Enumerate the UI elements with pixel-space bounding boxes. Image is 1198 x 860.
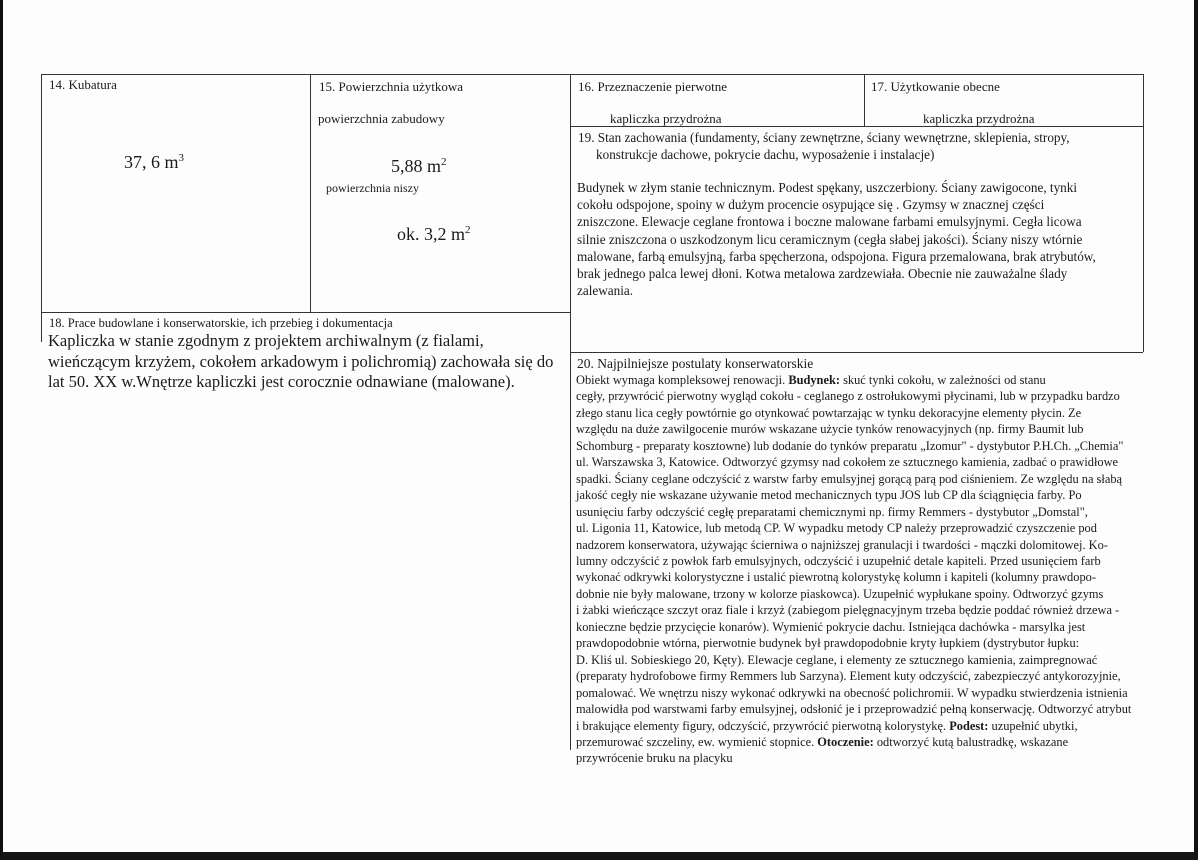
text-line <box>576 520 1131 536</box>
table-border-right <box>1143 74 1144 352</box>
text-line <box>576 718 1131 734</box>
text-segment: względu na duże zawilgocenie murów wskazane użycie tynków renowacyjnych (np. firmy Baumit lub <box>576 422 1084 437</box>
text-segment: dobnie nie były malowane, trzony w kolorze piaskowca). Uzupełnić wypłukane spoiny. Odtworzyć gzyms <box>576 586 1104 601</box>
text-line: zniszczone. Elewacje ceglane frontowa i boczne malowane farbami emulsyjnymi. Cegła licowa <box>577 214 1082 230</box>
text-line <box>576 438 1131 454</box>
text-segment: przemurować szczeliny, ew. wymienić stopnice. <box>576 734 818 749</box>
text-line <box>576 635 1131 651</box>
text-segment: i brakujące elementy figury, odczyścić, przywrócić pierwotną kolorystykę. <box>576 718 950 733</box>
text-segment: (preparaty hydrofobowe firmy Remmers lub Sarzyna). Element kuty odczyścić, zabezpieczyć antykorozyjnie, <box>576 669 1121 684</box>
text-segment: Obiekt wymaga kompleksowej renowacji. <box>576 373 789 387</box>
cell-divider <box>570 352 1143 353</box>
text-segment: i żabki wieńczące szczyt oraz fiale i krzyż (zabiegom pielęgnacyjnym trzeba będzie poddać również drzewa - <box>576 603 1120 618</box>
bold-keyword: Podest: <box>949 718 989 733</box>
unit-exponent: 2 <box>441 156 447 168</box>
cell-divider <box>310 74 311 312</box>
text-segment: ul. Ligonia 11, Katowice, lub metodą CP. W wypadku metody CP należy przeprowadzić czyszczenie pod <box>576 521 1097 536</box>
text-segment: pomalować. We wnętrzu niszy wykonać odkrywki na obecność polichromii. W wypadku stwierdzenia istnienia <box>576 685 1128 700</box>
text-line: Budynek w złym stanie technicznym. Podest spękany, uszczerbiony. Ściany zawigocone, tynki <box>577 180 1078 195</box>
text-line: wieńczącym krzyżem, cokołem arkadowym i polichromią) zachowała się do <box>48 351 554 371</box>
text-segment: lumny odczyścić z powłok farb emulsyjnych, odczyścić i uzupełnić detale kapiteli. Przed usunięciem farb <box>576 553 1101 568</box>
text-segment: malowidła pod warstwami farby emulsyjnej, odsłonić je i przeprowadzić pełną konserwację. Odtworzyć atrybut <box>576 702 1132 717</box>
text-line <box>576 454 1131 470</box>
text-segment: prawdopodobnie wtórna, pierwotnie budynek był prawdopodobnie kryty łupkiem (dystrybutor łupku: <box>576 636 1080 651</box>
bold-keyword: Otoczenie: <box>817 734 874 749</box>
text-line: lat 50. XX w.Wnętrze kapliczki jest corocznie odnawiane (malowane). <box>48 372 515 391</box>
przeznaczenie-value: kapliczka przydrożna <box>610 111 722 126</box>
niszy-number: ok. 3,2 m <box>397 224 466 244</box>
text-line <box>576 388 1131 404</box>
text-line <box>576 504 1131 520</box>
text-segment: skuć tynki cokołu, w zależności od stanu <box>839 373 1046 387</box>
text-segment: przywrócenie bruku na placyku <box>576 751 733 766</box>
text-segment: wykonać odkrywki kolorystyczne i ustalić piewrotną kolorystykę kolumn i kapiteli (kolumny prawdopo- <box>576 570 1096 585</box>
text-line <box>576 405 1131 421</box>
text-segment: usunięciu farby odczyścić cegłę preparatami chemicznymi np. firmy Remmers - dystybutor „Domstal", <box>576 504 1088 519</box>
unit-exponent: 2 <box>465 224 471 236</box>
text-line <box>576 569 1131 585</box>
text-line: cokołu odspojone, spoiny w dużym procencie osypujące się . Gzymsy w znacznej części <box>577 197 1045 213</box>
stan-zachowania-text <box>577 179 1096 299</box>
postulaty-label: 20. Najpilniejsze postulaty konserwatorskie <box>577 356 814 371</box>
text-line <box>576 553 1131 569</box>
text-line: Kapliczka w stanie zgodnym z projektem archiwalnym (z fialami, <box>48 331 484 350</box>
cell-divider <box>864 74 865 126</box>
text-segment: odtworzyć kutą balustradkę, wskazane <box>873 734 1069 749</box>
heading-line: 19. Stan zachowania (fundamenty, ściany zewnętrzne, ściany wewnętrzne, sklepienia, stropy, <box>578 130 1070 145</box>
niszy-label: powierzchnia niszy <box>326 181 419 195</box>
text-segment: jakość cegły nie wskazane używanie metod mechanicznych typu JOS lub CP dla ściągnięcia farby. Po <box>576 488 1082 503</box>
bold-keyword: Budynek: <box>788 373 840 387</box>
text-line <box>576 619 1131 635</box>
text-segment: D. Kliś ul. Sobieskiego 20, Kęty). Elewacje ceglane, i elementy ze sztucznego kamienia, zaimpregnować <box>576 652 1098 667</box>
prace-label: 18. Prace budowlane i konserwatorskie, ich przebieg i dokumentacja <box>49 316 393 330</box>
text-segment: Schomburg - preparaty kosztowne) lub dodanie do tynków preparatu „Izomur" - dystybutor P.H.Ch. „Chemia" <box>576 438 1124 453</box>
text-segment: ul. Warszawska 3, Katowice. Odtworzyć gzymsy nad cokołem ze sztucznego kamienia, zadbać o prawidłowe <box>576 455 1119 470</box>
table-border-left <box>41 74 42 342</box>
table-border-top <box>41 74 1143 75</box>
text-line <box>576 421 1131 437</box>
prace-text <box>48 331 553 393</box>
text-line: zalewania. <box>577 283 634 299</box>
stan-zachowania-heading <box>578 129 1070 163</box>
cell-divider <box>41 312 570 313</box>
uzytkowanie-value: kapliczka przydrożna <box>923 111 1035 126</box>
text-line <box>576 602 1131 618</box>
text-line: brak jednego palca lewej dłoni. Kotwa metalowa zardzewiała. Obecnie nie zauważalne ślady <box>577 266 1068 282</box>
text-segment: konieczne będzie przycięcie konarów). Wymienić pokrycie dachu. Istniejąca dachówka - marsylka jest <box>576 619 1086 634</box>
text-line <box>576 537 1131 553</box>
zabudowy-label: powierzchnia zabudowy <box>318 111 445 126</box>
unit-exponent: 3 <box>178 152 185 164</box>
text-line <box>576 734 1131 750</box>
cell-divider <box>570 74 571 750</box>
text-line <box>576 685 1131 701</box>
zabudowy-number: 5,88 m <box>391 156 442 176</box>
text-line <box>576 372 1131 388</box>
text-segment: spadki. Ściany ceglane odczyścić z warstw farby emulsyjnej gorącą parą pod ciśnieniem. Ze względu na słabą <box>576 471 1123 486</box>
text-line <box>576 668 1131 684</box>
uzytkowanie-label: 17. Użytkowanie obecne <box>871 79 1000 94</box>
text-line: malowane, farbą emulsyjną, farba spęcherzona, odspojona. Figura przemalowana, brak atrybutów, <box>577 248 1096 264</box>
heading-line: konstrukcje dachowe, pokrycie dachu, wyposażenie i instalacje) <box>596 147 935 162</box>
text-line <box>576 586 1131 602</box>
text-segment: nadzorem konserwatora, używając ścierniwa o najniższej granulacji i twardości - mączki dolomitowej. Ko- <box>576 537 1108 552</box>
przeznaczenie-label: 16. Przeznaczenie pierwotne <box>578 79 728 94</box>
text-line <box>576 701 1131 717</box>
text-line <box>576 487 1131 503</box>
kubatura-label: 14. Kubatura <box>49 77 117 92</box>
powierzchnia-label: 15. Powierzchnia użytkowa <box>319 79 464 94</box>
kubatura-value <box>124 152 184 173</box>
niszy-value <box>397 224 471 245</box>
text-line <box>576 750 1131 766</box>
text-segment: uzupełnić ubytki, <box>988 718 1078 733</box>
text-segment: złego stanu lica cegły powtórnie go otynkować powtarzając w tynku dekoracyjne elementy płycin. Ze <box>576 405 1082 420</box>
text-line: silnie zniszczona o uszkodzonym licu ceramicznym (cegła słabej jakości). Ściany niszy wtórnie <box>577 231 1083 247</box>
text-line <box>576 471 1131 487</box>
zabudowy-value <box>391 156 447 177</box>
text-segment: cegły, przywrócić pierwotny wygląd cokołu - ceglanego z ostrołukowymi płycinami, lub w przypadku bardzo <box>576 389 1120 404</box>
text-line <box>576 652 1131 668</box>
kubatura-number: 37, 6 m <box>124 152 179 172</box>
postulaty-text <box>576 372 1131 767</box>
